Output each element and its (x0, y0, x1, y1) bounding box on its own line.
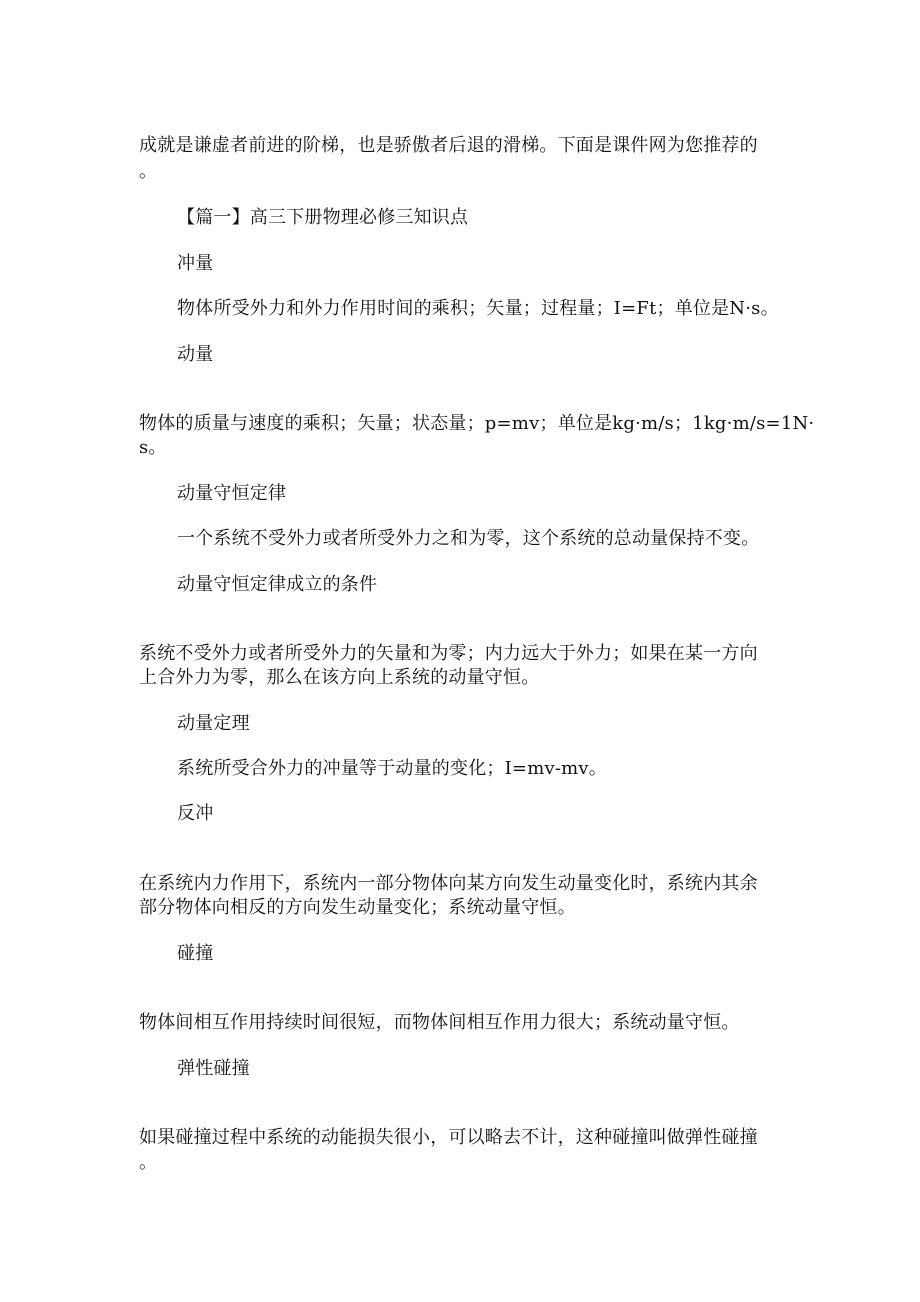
text-elastic-collision-1: 如果碰撞过程中系统的动能损失很小，可以略去不计，这种碰撞叫做弹性碰撞 (139, 1127, 758, 1148)
text-conservation-conditions-1: 系统不受外力或者所受外力的矢量和为零；内力远大于外力；如果在某一方向 (139, 643, 758, 664)
heading-recoil: 反冲 (177, 803, 214, 824)
intro-line-1: 成就是谦虚者前进的阶梯，也是骄傲者后退的滑梯。下面是课件网为您推荐的 (139, 135, 758, 156)
text-impulse: 物体所受外力和外力作用时间的乘积；矢量；过程量；I=Ft；单位是N·s。 (177, 298, 779, 319)
heading-conservation-law: 动量守恒定律 (177, 483, 287, 504)
text-conservation-law: 一个系统不受外力或者所受外力之和为零，这个系统的总动量保持不变。 (177, 528, 760, 549)
heading-elastic-collision: 弹性碰撞 (177, 1058, 250, 1079)
heading-conservation-conditions: 动量守恒定律成立的条件 (177, 574, 378, 595)
text-collision: 物体间相互作用持续时间很短，而物体间相互作用力很大；系统动量守恒。 (139, 1012, 740, 1033)
text-momentum-1: 物体的质量与速度的乘积；矢量；状态量；p=mv；单位是kg·m/s；1kg·m/s=1N· (139, 413, 815, 434)
heading-collision: 碰撞 (177, 943, 214, 964)
text-recoil-2: 部分物体向相反的方向发生动量变化；系统动量守恒。 (139, 897, 576, 918)
text-elastic-collision-2: 。 (139, 1152, 158, 1173)
text-momentum-theorem: 系统所受合外力的冲量等于动量的变化；I=mv-mv。 (177, 758, 607, 779)
intro-line-2: 。 (139, 161, 158, 182)
text-conservation-conditions-2: 上合外力为零，那么在该方向上系统的动量守恒。 (139, 667, 540, 688)
text-recoil-1: 在系统内力作用下，系统内一部分物体向某方向发生动量变化时，系统内其余 (139, 873, 758, 894)
text-momentum-2: s。 (139, 437, 167, 458)
heading-impulse: 冲量 (177, 253, 214, 274)
heading-momentum: 动量 (177, 344, 214, 365)
heading-momentum-theorem: 动量定理 (177, 713, 250, 734)
section-title: 【篇一】高三下册物理必修三知识点 (177, 207, 469, 228)
